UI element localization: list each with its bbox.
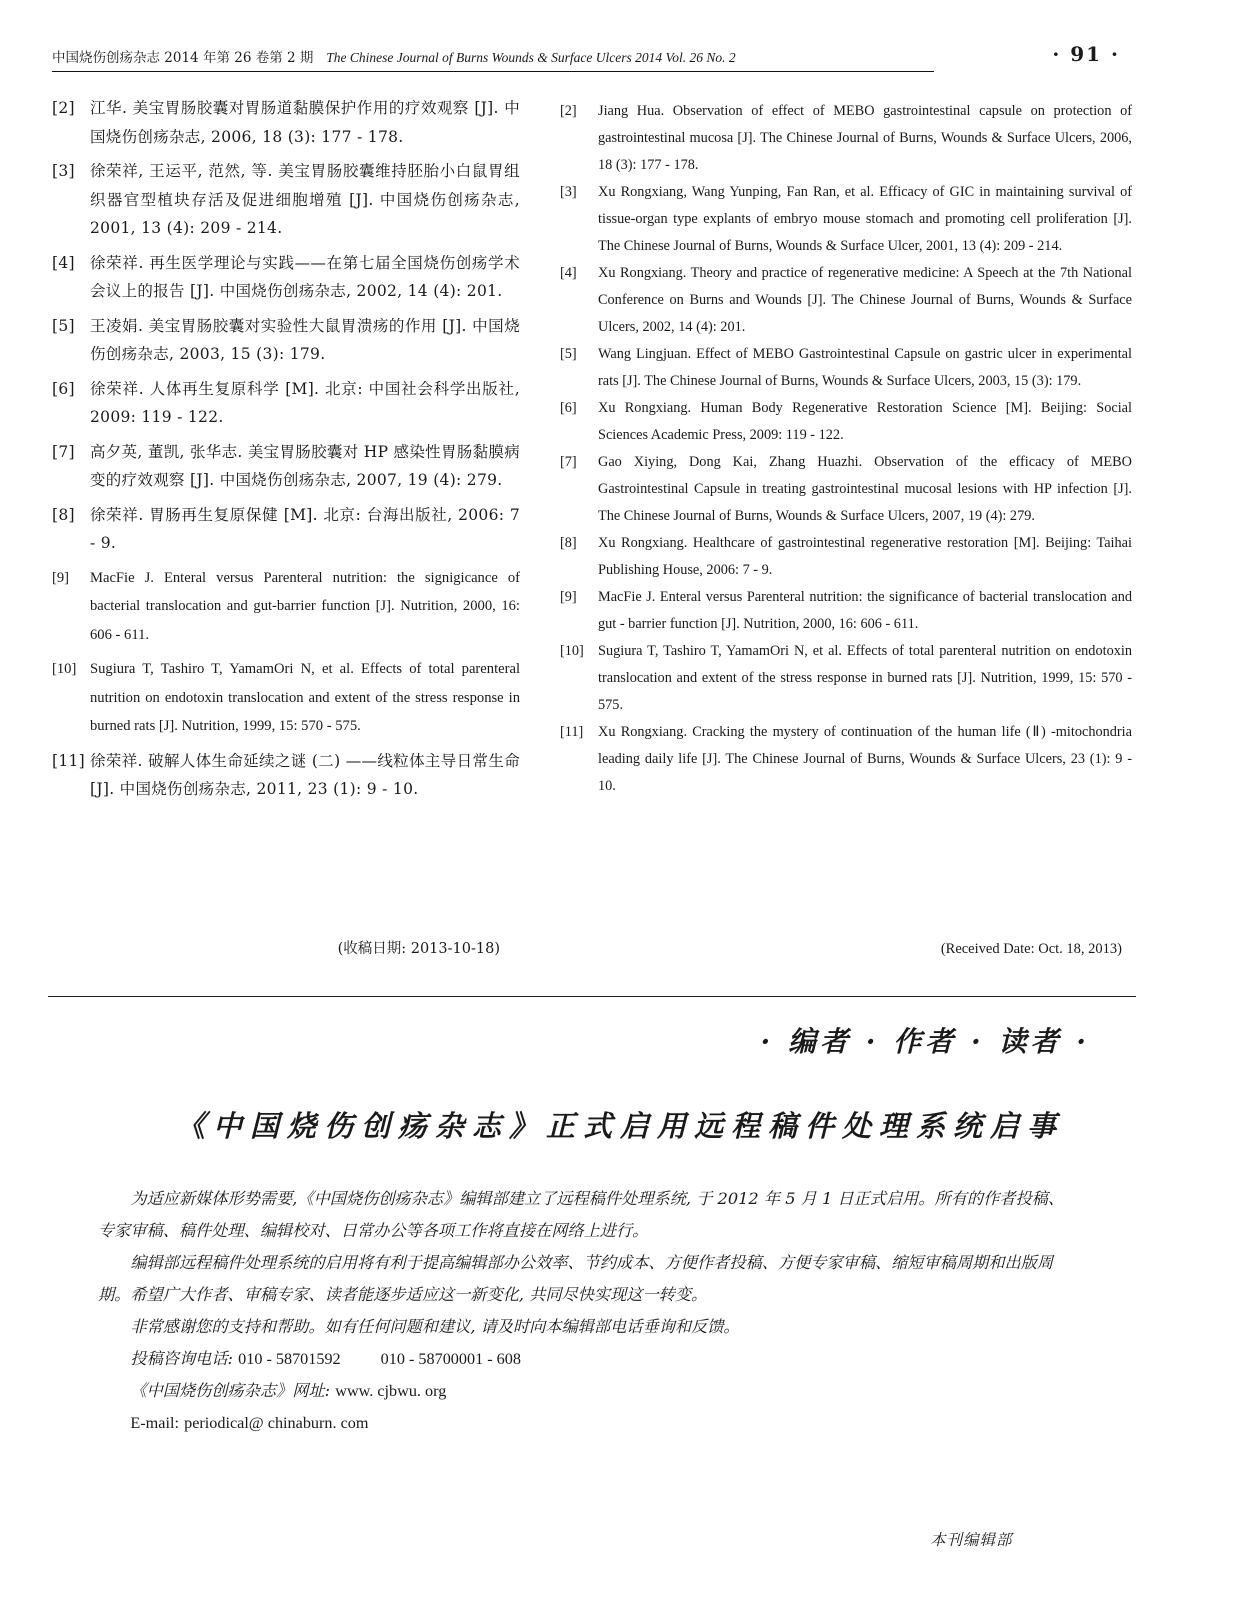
notice-title: 《中国烧伤创疡杂志》正式启用远程稿件处理系统启事 (175, 1109, 1064, 1143)
reference-text: 徐荣祥. 胃肠再生复原保健 [M]. 北京: 台海出版社, 2006: 7 - 9. (90, 505, 520, 552)
reference-number: [9] (560, 589, 577, 605)
reference-text: Xu Rongxiang, Wang Yunping, Fan Ran, et al. Efficacy of GIC in maintaining survival of tissue-organ type explants of embryo mouse stomach and promoting cell proliferation [J]. The Chinese Journal of Burns, Wounds & Surface Ulcer, 2001, 13 (4): 209 - 214. (598, 184, 1132, 254)
reference-number: [7] (52, 442, 75, 461)
reference-en-item (560, 449, 1132, 530)
editorial-signature: 本刊编辑部 (930, 1531, 1013, 1549)
reference-number: [2] (560, 103, 577, 119)
reference-number: [5] (52, 316, 75, 335)
reference-text: Xu Rongxiang. Human Body Regenerative Restoration Science [M]. Beijing: Social Sciences Academic Press, 2009: 119 - 122. (598, 400, 1132, 443)
reference-text: 徐荣祥. 破解人体生命延续之谜 (二) ——线粒体主导日常生命 [J]. 中国烧伤创疡杂志, 2011, 23 (1): 9 - 10. (90, 751, 520, 798)
reference-number: [10] (560, 643, 584, 659)
reference-text: Jiang Hua. Observation of effect of MEBO gastrointestinal capsule on protection of gastrointestinal mucosa [J]. The Chinese Journal of Burns, Wounds & Surface Ulcers, 2006, 18 (3): 177 - 178. (598, 103, 1132, 173)
header-journal-cn: 中国烧伤创疡杂志 2014 年第 26 卷第 2 期 (52, 50, 314, 66)
reference-text: MacFie J. Enteral versus Parenteral nutrition: the significance of bacterial translocation and gut - barrier function [J]. Nutrition, 2000, 16: 606 - 611. (598, 589, 1132, 632)
reference-number: [7] (560, 454, 577, 470)
reference-number: [11] (52, 751, 86, 770)
reference-cn-item (52, 375, 520, 432)
website-line (98, 1375, 1078, 1407)
reference-number: [11] (560, 724, 584, 740)
column-label: · 编者 · 作者 · 读者 · (760, 1025, 1090, 1058)
reference-text: 徐荣祥, 王运平, 范然, 等. 美宝胃肠胶囊维持胚胎小白鼠胃组织器官型植块存活及促进细胞增殖 [J]. 中国烧伤创疡杂志, 2001, 13 (4): 209 - 214. (90, 162, 520, 237)
received-date-en: (Received Date: Oct. 18, 2013) (940, 941, 1122, 957)
reference-text: Xu Rongxiang. Cracking the mystery of continuation of the human life (Ⅱ) -mitochondria leading daily life [J]. The Chinese Journal of Burns, Wounds & Surface Ulcers, 23 (1): 9 - 10. (598, 724, 1132, 794)
reference-number: [5] (560, 346, 577, 362)
reference-number: [6] (560, 400, 577, 416)
reference-cn-item (52, 438, 520, 495)
reference-text: Sugiura T, Tashiro T, YamamOri N, et al. Effects of total parenteral nutrition on endotoxin translocation and extent of the stress response in burned rats [J]. Nutrition, 1999, 15: 570 - 575. (90, 661, 520, 734)
reference-number: [2] (52, 99, 75, 117)
reference-text: Xu Rongxiang. Theory and practice of regenerative medicine: A Speech at the 7th National Conference on Burns and Wounds [J]. The Chinese Journal of Burns, Wounds & Surface Ulcers, 2002, 14 (4): 201. (598, 265, 1132, 335)
reference-text: Gao Xiying, Dong Kai, Zhang Huazhi. Observation of the efficacy of MEBO Gastrointestinal Capsule in treating gastrointestinal mucosal lesions with HP infection [J]. The Chinese Journal of Burns, Wounds & Surface Ulcers, 2007, 19 (4): 279. (598, 454, 1132, 524)
references-english (560, 98, 1132, 800)
email-line (98, 1407, 1078, 1439)
reference-en-item (560, 395, 1132, 449)
reference-number: [8] (560, 535, 577, 551)
reference-number: [6] (52, 379, 75, 398)
notice-paragraph: 编辑部远程稿件处理系统的启用将有利于提高编辑部办公效率、节约成本、方便作者投稿、方便专家审稿、缩短审稿周期和出版周期。希望广大作者、审稿专家、读者能逐步适应这一新变化, 共同尽快实现这一转变。 (98, 1253, 1054, 1304)
phone-line (98, 1343, 1078, 1375)
reference-en-item (560, 341, 1132, 395)
reference-number: [8] (52, 505, 75, 524)
reference-number: [3] (560, 184, 577, 200)
phone-label: 投稿咨询电话: (130, 1349, 233, 1368)
reference-en-item (560, 638, 1132, 719)
reference-number: [10] (52, 661, 77, 677)
reference-text: 王凌娟. 美宝胃肠胶囊对实验性大鼠胃溃疡的作用 [J]. 中国烧伤创疡杂志, 2003, 15 (3): 179. (90, 316, 520, 363)
reference-number: [3] (52, 162, 75, 180)
reference-en-item (560, 530, 1132, 584)
section-divider (48, 996, 1136, 997)
received-date-cn: (收稿日期: 2013-10-18) (337, 941, 500, 957)
reference-cn-item (52, 747, 520, 804)
reference-en-item (560, 719, 1132, 800)
reference-text: Xu Rongxiang. Healthcare of gastrointestinal regenerative restoration [M]. Beijing: Taihai Publishing House, 2006: 7 - 9. (598, 535, 1132, 578)
reference-cn-item (52, 249, 520, 306)
reference-number: [4] (560, 265, 577, 281)
reference-cn-item (52, 94, 520, 151)
reference-text: 高夕英, 董凯, 张华志. 美宝胃肠胶囊对 HP 感染性胃肠黏膜病变的疗效观察 [J]. 中国烧伤创疡杂志, 2007, 19 (4): 279. (90, 442, 520, 489)
reference-en-item (560, 179, 1132, 260)
reference-cn-item (52, 157, 520, 243)
notice-paragraph: 非常感谢您的支持和帮助。如有任何问题和建议, 请及时向本编辑部电话垂询和反馈。 (130, 1317, 740, 1336)
notice-paragraph: 为适应新媒体形势需要,《中国烧伤创疡杂志》编辑部建立了远程稿件处理系统, 于 2012 年 5 月 1 日正式启用。所有的作者投稿、专家审稿、稿件处理、编辑校对、日常办公等各项工作将直接在网络上进行。 (98, 1189, 1065, 1240)
reference-text: Wang Lingjuan. Effect of MEBO Gastrointestinal Capsule on gastric ulcer in experimental rats [J]. The Chinese Journal of Burns, Wounds & Surface Ulcers, 2003, 15 (3): 179. (598, 346, 1132, 389)
reference-text: MacFie J. Enteral versus Parenteral nutrition: the signigicance of bacterial translocation and gut-barrier function [J]. Nutrition, 2000, 16: 606 - 611. (90, 569, 520, 643)
email-label: E-mail: (130, 1414, 179, 1432)
references-chinese (52, 94, 520, 810)
reference-text: 徐荣祥. 人体再生复原科学 [M]. 北京: 中国社会科学出版社, 2009: 119 - 122. (90, 379, 520, 426)
reference-cn-item (52, 312, 520, 369)
phone-number-2: 010 - 58700001 - 608 (380, 1350, 521, 1368)
reference-text: 徐荣祥. 再生医学理论与实践——在第七届全国烧伤创疡学术会议上的报告 [J]. 中国烧伤创疡杂志, 2002, 14 (4): 201. (90, 253, 520, 300)
reference-cn-item (52, 655, 520, 741)
reference-en-item (560, 584, 1132, 638)
reference-text: 江华. 美宝胃肠胶囊对胃肠道黏膜保护作用的疗效观察 [J]. 中国烧伤创疡杂志, 2006, 18 (3): 177 - 178. (90, 99, 520, 146)
header-journal-en: The Chinese Journal of Burns Wounds & Surface Ulcers 2014 Vol. 26 No. 2 (326, 50, 736, 65)
reference-en-item (560, 260, 1132, 341)
reference-cn-item (52, 564, 520, 650)
reference-number: [9] (52, 569, 70, 586)
reference-en-item (560, 98, 1132, 179)
notice-body (98, 1183, 1078, 1439)
running-header (52, 42, 1126, 74)
email-link[interactable]: periodical@ chinaburn. com (184, 1414, 369, 1432)
reference-cn-item (52, 501, 520, 558)
reference-number: [4] (52, 253, 75, 272)
header-journal-line (52, 48, 934, 72)
website-label: 《中国烧伤创疡杂志》网址: (130, 1381, 331, 1400)
page-number: · 91 · (1052, 42, 1120, 66)
website-link[interactable]: www. cjbwu. org (335, 1382, 447, 1400)
reference-text: Sugiura T, Tashiro T, YamamOri N, et al. Effects of total parenteral nutrition on endotoxin translocation and extent of the stress response in burned rats [J]. Nutrition, 1999, 15: 570 - 575. (598, 643, 1132, 713)
phone-number-1: 010 - 58701592 (238, 1350, 341, 1368)
